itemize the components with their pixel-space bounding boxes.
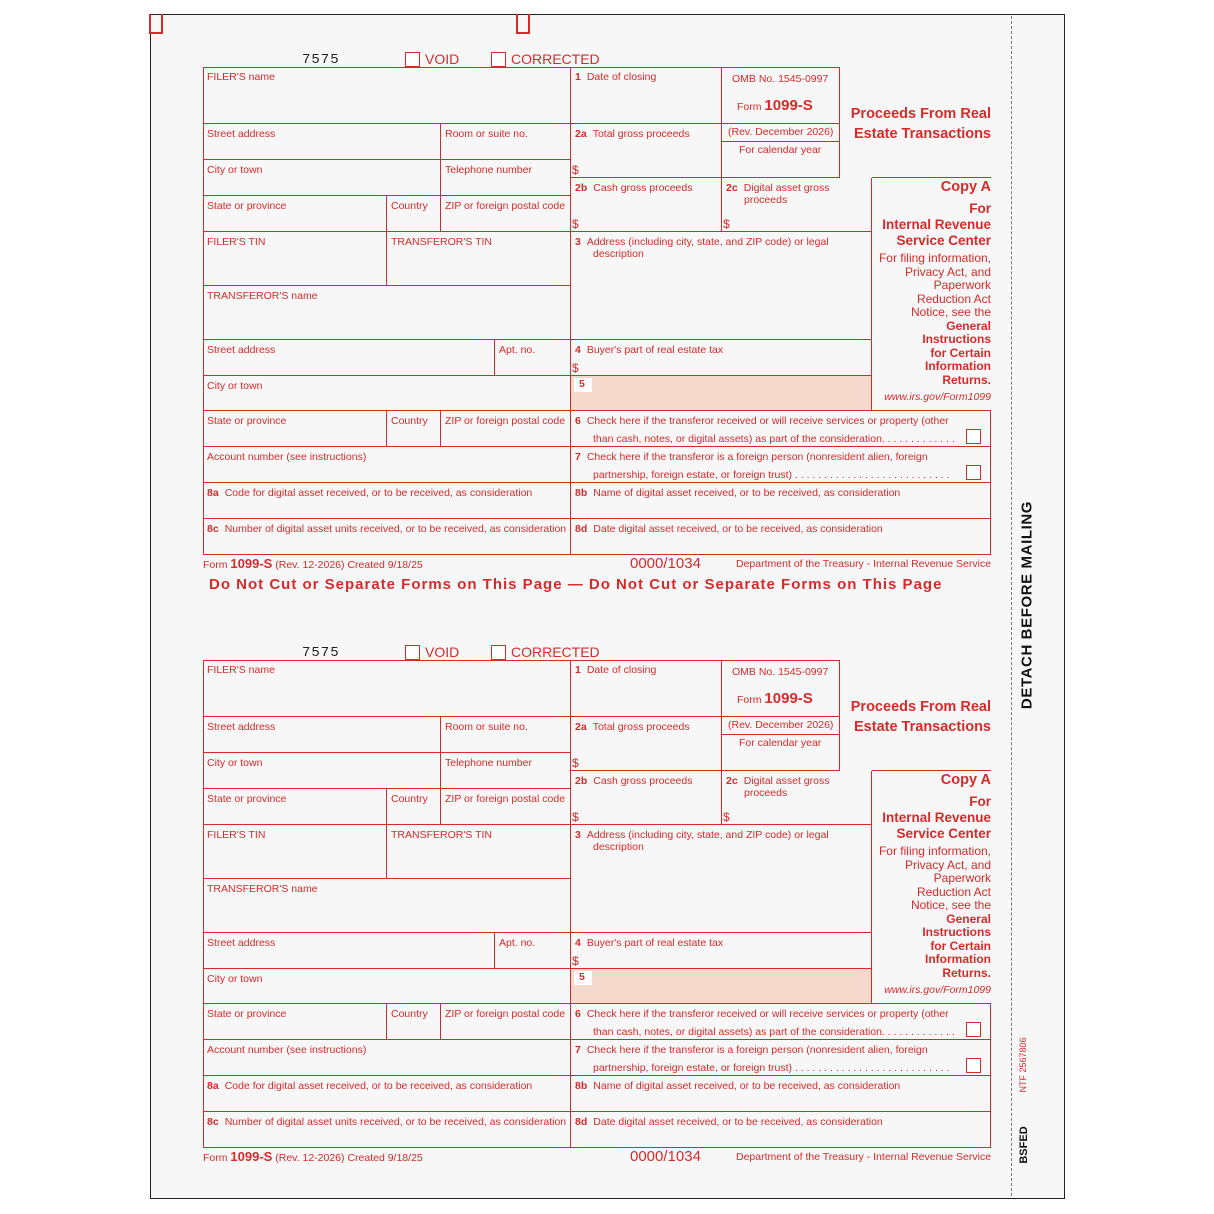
form-name-title (845, 104, 991, 144)
box-8b[interactable] (571, 1076, 991, 1112)
corrected-checkbox[interactable] (491, 645, 506, 660)
filer-tin-field[interactable] (203, 825, 387, 879)
box2c-num: 2c (726, 775, 738, 787)
box6-num: 6 (575, 415, 581, 427)
filing-info-line: For filing information, (878, 844, 991, 858)
box2a-num: 2a (575, 128, 587, 140)
box3-label1: Address (including city, state, and ZIP code) or legal (586, 829, 829, 841)
box-4[interactable] (571, 933, 872, 969)
box-5-number: 5 (574, 971, 592, 985)
box2c-num: 2c (726, 182, 738, 194)
account-label: Account number (see instructions) (207, 451, 367, 463)
field-label (575, 182, 692, 194)
box2c-label2: proceeds (744, 194, 788, 206)
field-label (207, 1080, 532, 1092)
box8d-num: 8d (575, 1116, 588, 1128)
filer-name-label: FILER'S name (207, 664, 275, 676)
state-label: State or province (207, 415, 287, 427)
rev-date: (Rev. December 2026) (728, 719, 834, 731)
copy-a-panel (872, 771, 991, 996)
box2c-label1: Digital asset gross (743, 182, 830, 194)
box8b-num: 8b (575, 487, 588, 499)
box1-label: Date of closing (586, 71, 657, 83)
field-label (575, 937, 723, 949)
box-8d[interactable] (571, 519, 991, 555)
filing-info-line: Notice, see the (910, 898, 991, 912)
box-2a[interactable] (571, 717, 722, 771)
irs-line2: Service Center (896, 826, 991, 841)
box6-label2: than cash, notes, or digital assets) as part of the consideration. . . . . . . . . . . . . (593, 1026, 955, 1038)
right-panel-bottom-rule (872, 410, 991, 411)
state-label: State or province (207, 1008, 287, 1020)
void-label: VOID (425, 644, 460, 660)
box-7-checkbox[interactable] (966, 1058, 981, 1073)
footer-department: Department of the Treasury - Internal Revenue Service (736, 558, 992, 570)
calendar-year: For calendar year (739, 144, 822, 156)
box8b-label: Name of digital asset received, or to be received, as consideration (593, 487, 901, 499)
for-label: For (969, 794, 991, 809)
field-label (575, 1116, 883, 1128)
field-label (726, 775, 829, 799)
country-label: Country (391, 793, 428, 805)
box3-num: 3 (575, 829, 581, 841)
form-number: 1099-S (764, 97, 813, 114)
general-instr-line: General (946, 318, 991, 333)
box1-num: 1 (575, 664, 581, 676)
telephone-label: Telephone number (445, 757, 532, 769)
state-label: State or province (207, 200, 287, 212)
field-label (575, 829, 829, 853)
form-word: Form (737, 101, 762, 113)
box-3[interactable] (571, 825, 872, 933)
box-5-shaded (571, 969, 872, 1004)
omb-number: OMB No. 1545-0997 (732, 73, 829, 85)
filer-tin-field[interactable] (203, 232, 387, 286)
city-field[interactable] (203, 753, 441, 789)
general-instr-line: General (946, 911, 991, 926)
transferor-street-field[interactable] (203, 340, 495, 376)
country-field[interactable] (387, 789, 441, 825)
zip-field[interactable] (441, 196, 571, 232)
box2a-num: 2a (575, 721, 587, 733)
title-line1: Proceeds From Real (850, 699, 991, 715)
box7-label2: partnership, foreign estate, or foreign trust) . . . . . . . . . . . . . . . . . . . . . . . . . . . (593, 469, 950, 481)
calendar-year-box (722, 735, 840, 771)
city-label: City or town (207, 164, 263, 176)
country-label: Country (391, 200, 428, 212)
transferor-state-field[interactable] (203, 1004, 387, 1040)
field-label (575, 1008, 955, 1044)
box-2b[interactable] (571, 771, 722, 825)
filing-info (872, 845, 991, 913)
form-number: 1099-S (764, 690, 813, 707)
footer-rev: (Rev. 12-2026) Created 9/18/25 (275, 1152, 423, 1164)
general-instr-line: Returns. (942, 965, 991, 980)
transferor-city-field[interactable] (203, 969, 571, 1004)
footer-department: Department of the Treasury - Internal Revenue Service (736, 1151, 992, 1163)
general-instr-line: Information (925, 952, 991, 966)
field-label (575, 236, 829, 260)
transferor-name-field[interactable] (203, 879, 571, 933)
irs-url: www.irs.gov/Form1099 (884, 391, 991, 403)
field-label (575, 71, 656, 83)
box4-label: Buyer's part of real estate tax (586, 344, 724, 356)
box3-label2: description (593, 841, 644, 853)
footer-code: 0000/1034 (630, 1148, 701, 1165)
title-line2: Estate Transactions (854, 126, 991, 142)
calendar-year-box (722, 142, 840, 178)
general-instr-line: Instructions (922, 925, 991, 939)
apt-label: Apt. no. (499, 344, 536, 356)
box8d-label: Date digital asset received, or to be received, as consideration (593, 1116, 883, 1128)
zip-label: ZIP or foreign postal code (445, 1008, 566, 1020)
field-label (575, 664, 656, 676)
for-label: For (969, 201, 991, 216)
box2a-label: Total gross proceeds (592, 128, 690, 140)
transferor-name-label: TRANSFEROR'S name (207, 290, 318, 302)
box8a-num: 8a (207, 487, 219, 499)
street-address-field[interactable] (203, 124, 441, 160)
box-6 (571, 411, 991, 447)
dollar: $ (723, 217, 730, 231)
box7-num: 7 (575, 1044, 581, 1056)
box-3[interactable] (571, 232, 872, 340)
room-suite-label: Room or suite no. (445, 128, 528, 140)
bottom-code: BSFED (1018, 1126, 1030, 1164)
transferor-street-field[interactable] (203, 933, 495, 969)
box2b-num: 2b (575, 182, 588, 194)
form-word: Form (737, 694, 762, 706)
filer-name-field[interactable] (203, 67, 571, 124)
transferor-name-field[interactable] (203, 286, 571, 340)
box8c-label: Number of digital asset units received, or to be received, as consideration (224, 1116, 567, 1128)
dollar: $ (723, 810, 730, 824)
box8d-num: 8d (575, 523, 588, 535)
general-instr-line: Information (925, 359, 991, 373)
rev-date: (Rev. December 2026) (728, 126, 834, 138)
dollar: $ (572, 810, 579, 824)
country-label: Country (391, 1008, 428, 1020)
copy-a-label: Copy A (940, 772, 991, 788)
void-label: VOID (425, 51, 460, 67)
general-instr-line: for Certain (930, 345, 991, 360)
title-line1: Proceeds From Real (850, 106, 991, 122)
box8b-num: 8b (575, 1080, 588, 1092)
rev-date-box (722, 124, 840, 142)
box8a-num: 8a (207, 1080, 219, 1092)
state-field[interactable] (203, 789, 387, 825)
dollar: $ (572, 954, 579, 968)
box4-num: 4 (575, 344, 581, 356)
omb-number: OMB No. 1545-0997 (732, 666, 829, 678)
box-8c[interactable] (203, 1112, 571, 1148)
transferor-tin-label: TRANSFEROR'S TIN (391, 829, 492, 841)
footer-code: 0000/1034 (630, 555, 701, 572)
box-7 (571, 447, 991, 483)
transferor-tin-label: TRANSFEROR'S TIN (391, 236, 492, 248)
field-label (575, 451, 950, 487)
transferor-country-field[interactable] (387, 411, 441, 447)
box-1[interactable] (571, 67, 722, 124)
box7-label2: partnership, foreign estate, or foreign trust) . . . . . . . . . . . . . . . . . . . . . . . . . . . (593, 1062, 950, 1074)
box3-label2: description (593, 248, 644, 260)
irs-url: www.irs.gov/Form1099 (884, 984, 991, 996)
irs-line1: Internal Revenue (882, 810, 991, 825)
box-7 (571, 1040, 991, 1076)
footer-form: Form (203, 1152, 228, 1164)
street-address-label: Street address (207, 721, 276, 733)
detach-before-mailing: DETACH BEFORE MAILING (1018, 500, 1036, 710)
street-address-field[interactable] (203, 717, 441, 753)
transferor-zip-field[interactable] (441, 411, 571, 447)
box6-label1: Check here if the transferor received or will receive services or property (other (586, 1008, 949, 1020)
general-instr-line: Instructions (922, 332, 991, 346)
filer-tin-label: FILER'S TIN (207, 829, 266, 841)
apt-field[interactable] (495, 340, 571, 376)
box-2a[interactable] (571, 124, 722, 178)
box8a-label: Code for digital asset received, or to be received, as consideration (224, 1080, 533, 1092)
irs-center (872, 810, 991, 842)
field-label (575, 415, 955, 451)
account-number-field[interactable] (203, 447, 571, 483)
street-address-label: Street address (207, 128, 276, 140)
footer-form (203, 556, 423, 571)
footer-number: 1099-S (230, 1149, 273, 1164)
filing-info-line: Notice, see the (910, 305, 991, 319)
transferor-tin-field[interactable] (387, 825, 571, 879)
box8c-label: Number of digital asset units received, or to be received, as consideration (224, 523, 567, 535)
box-6-checkbox[interactable] (966, 429, 981, 444)
dollar: $ (572, 217, 579, 231)
box4-label: Buyer's part of real estate tax (586, 937, 724, 949)
filing-info-line: Privacy Act, and (904, 264, 991, 279)
void-checkbox[interactable] (405, 52, 420, 67)
box2b-num: 2b (575, 775, 588, 787)
country-label: Country (391, 415, 428, 427)
transferor-country-field[interactable] (387, 1004, 441, 1040)
box-4[interactable] (571, 340, 872, 376)
form-title (737, 97, 813, 114)
street-address-label: Street address (207, 344, 276, 356)
corrected-label: CORRECTED (511, 51, 600, 67)
box-2b[interactable] (571, 178, 722, 232)
footer-form (203, 1149, 423, 1164)
city-field[interactable] (203, 160, 441, 196)
zip-field[interactable] (441, 789, 571, 825)
transferor-city-field[interactable] (203, 376, 571, 411)
form-copy-bottom (0, 593, 1214, 1193)
field-label (575, 523, 883, 535)
void-checkbox[interactable] (405, 645, 420, 660)
box-2c[interactable] (722, 178, 872, 232)
general-instructions (872, 320, 991, 388)
box8d-label: Date digital asset received, or to be received, as consideration (593, 523, 883, 535)
filing-info-line: Reduction Act (916, 884, 991, 899)
box-8d[interactable] (571, 1112, 991, 1148)
control-number: 7575 (302, 52, 340, 68)
dollar: $ (572, 163, 579, 177)
irs-line1: Internal Revenue (882, 217, 991, 232)
calendar-year: For calendar year (739, 737, 822, 749)
form-name-title (845, 697, 991, 737)
general-instr-line: for Certain (930, 938, 991, 953)
filer-name-field[interactable] (203, 660, 571, 717)
field-label (575, 487, 900, 499)
filing-info-line: Reduction Act (916, 291, 991, 306)
form-copy-top (0, 0, 1214, 600)
filing-info (872, 252, 991, 320)
field-label (575, 721, 690, 733)
field-label (575, 775, 692, 787)
transferor-state-field[interactable] (203, 411, 387, 447)
box3-label1: Address (including city, state, and ZIP code) or legal (586, 236, 829, 248)
box7-label1: Check here if the transferor is a foreign person (nonresident alien, foreign (586, 451, 928, 463)
box-8a[interactable] (203, 483, 571, 519)
street-address-label: Street address (207, 937, 276, 949)
box2b-label: Cash gross proceeds (593, 182, 693, 194)
box6-num: 6 (575, 1008, 581, 1020)
title-line2: Estate Transactions (854, 719, 991, 735)
telephone-field[interactable] (441, 160, 571, 196)
irs-center (872, 217, 991, 249)
transferor-zip-field[interactable] (441, 1004, 571, 1040)
side-code: NTF 2567806 (1018, 1037, 1028, 1093)
box8a-label: Code for digital asset received, or to be received, as consideration (224, 487, 533, 499)
filing-info-line: Paperwork (933, 871, 991, 885)
box7-num: 7 (575, 451, 581, 463)
footer-form: Form (203, 559, 228, 571)
field-label (726, 182, 829, 206)
filing-info-line: For filing information, (878, 251, 991, 265)
apt-label: Apt. no. (499, 937, 536, 949)
room-suite-field[interactable] (441, 717, 571, 753)
do-not-cut-banner: Do Not Cut or Separate Forms on This Page — Do Not Cut or Separate Forms on This Page (209, 576, 943, 593)
box2b-label: Cash gross proceeds (593, 775, 693, 787)
transferor-tin-field[interactable] (387, 232, 571, 286)
transferor-name-label: TRANSFEROR'S name (207, 883, 318, 895)
box2a-label: Total gross proceeds (592, 721, 690, 733)
box2c-label2: proceeds (744, 787, 788, 799)
right-panel-bottom-rule (872, 1003, 991, 1004)
corrected-label: CORRECTED (511, 644, 600, 660)
field-label (575, 128, 690, 140)
zip-label: ZIP or foreign postal code (445, 415, 566, 427)
box-7-checkbox[interactable] (966, 465, 981, 480)
box4-num: 4 (575, 937, 581, 949)
copy-a-label: Copy A (940, 179, 991, 195)
box-2c[interactable] (722, 771, 872, 825)
copy-a-panel (872, 178, 991, 403)
corrected-checkbox[interactable] (491, 52, 506, 67)
box-6 (571, 1004, 991, 1040)
state-label: State or province (207, 793, 287, 805)
field-label (575, 344, 723, 356)
account-number-field[interactable] (203, 1040, 571, 1076)
box3-num: 3 (575, 236, 581, 248)
form-title (737, 690, 813, 707)
box1-num: 1 (575, 71, 581, 83)
country-field[interactable] (387, 196, 441, 232)
filer-name-label: FILER'S name (207, 71, 275, 83)
dollar: $ (572, 361, 579, 375)
box-6-checkbox[interactable] (966, 1022, 981, 1037)
box-5-shaded (571, 376, 872, 411)
box7-label1: Check here if the transferor is a foreign person (nonresident alien, foreign (586, 1044, 928, 1056)
filer-tin-label: FILER'S TIN (207, 236, 266, 248)
box6-label1: Check here if the transferor received or will receive services or property (other (586, 415, 949, 427)
field-label (207, 523, 566, 535)
city-label: City or town (207, 757, 263, 769)
footer-rev: (Rev. 12-2026) Created 9/18/25 (275, 559, 423, 571)
filing-info-line: Paperwork (933, 278, 991, 292)
field-label (575, 1044, 950, 1080)
box2c-label1: Digital asset gross (743, 775, 830, 787)
box8c-num: 8c (207, 523, 219, 535)
box-1[interactable] (571, 660, 722, 717)
irs-line2: Service Center (896, 233, 991, 248)
box-8c[interactable] (203, 519, 571, 555)
box1-label: Date of closing (586, 664, 657, 676)
box-8b[interactable] (571, 483, 991, 519)
rev-date-box (722, 717, 840, 735)
box8c-num: 8c (207, 1116, 219, 1128)
general-instr-line: Returns. (942, 372, 991, 387)
box8b-label: Name of digital asset received, or to be received, as consideration (593, 1080, 901, 1092)
zip-label: ZIP or foreign postal code (445, 793, 566, 805)
filing-info-line: Privacy Act, and (904, 857, 991, 872)
box6-label2: than cash, notes, or digital assets) as part of the consideration. . . . . . . . . . . . . (593, 433, 955, 445)
field-label (207, 1116, 566, 1128)
telephone-label: Telephone number (445, 164, 532, 176)
telephone-field[interactable] (441, 753, 571, 789)
account-label: Account number (see instructions) (207, 1044, 367, 1056)
control-number: 7575 (302, 645, 340, 661)
state-field[interactable] (203, 196, 387, 232)
room-suite-field[interactable] (441, 124, 571, 160)
footer-number: 1099-S (230, 556, 273, 571)
omb-box (722, 660, 840, 717)
apt-field[interactable] (495, 933, 571, 969)
box-5-number: 5 (574, 378, 592, 392)
city-label: City or town (207, 973, 263, 985)
omb-box (722, 67, 840, 124)
box-8a[interactable] (203, 1076, 571, 1112)
zip-label: ZIP or foreign postal code (445, 200, 566, 212)
field-label (575, 1080, 900, 1092)
room-suite-label: Room or suite no. (445, 721, 528, 733)
city-label: City or town (207, 380, 263, 392)
dollar: $ (572, 756, 579, 770)
field-label (207, 487, 532, 499)
general-instructions (872, 913, 991, 981)
